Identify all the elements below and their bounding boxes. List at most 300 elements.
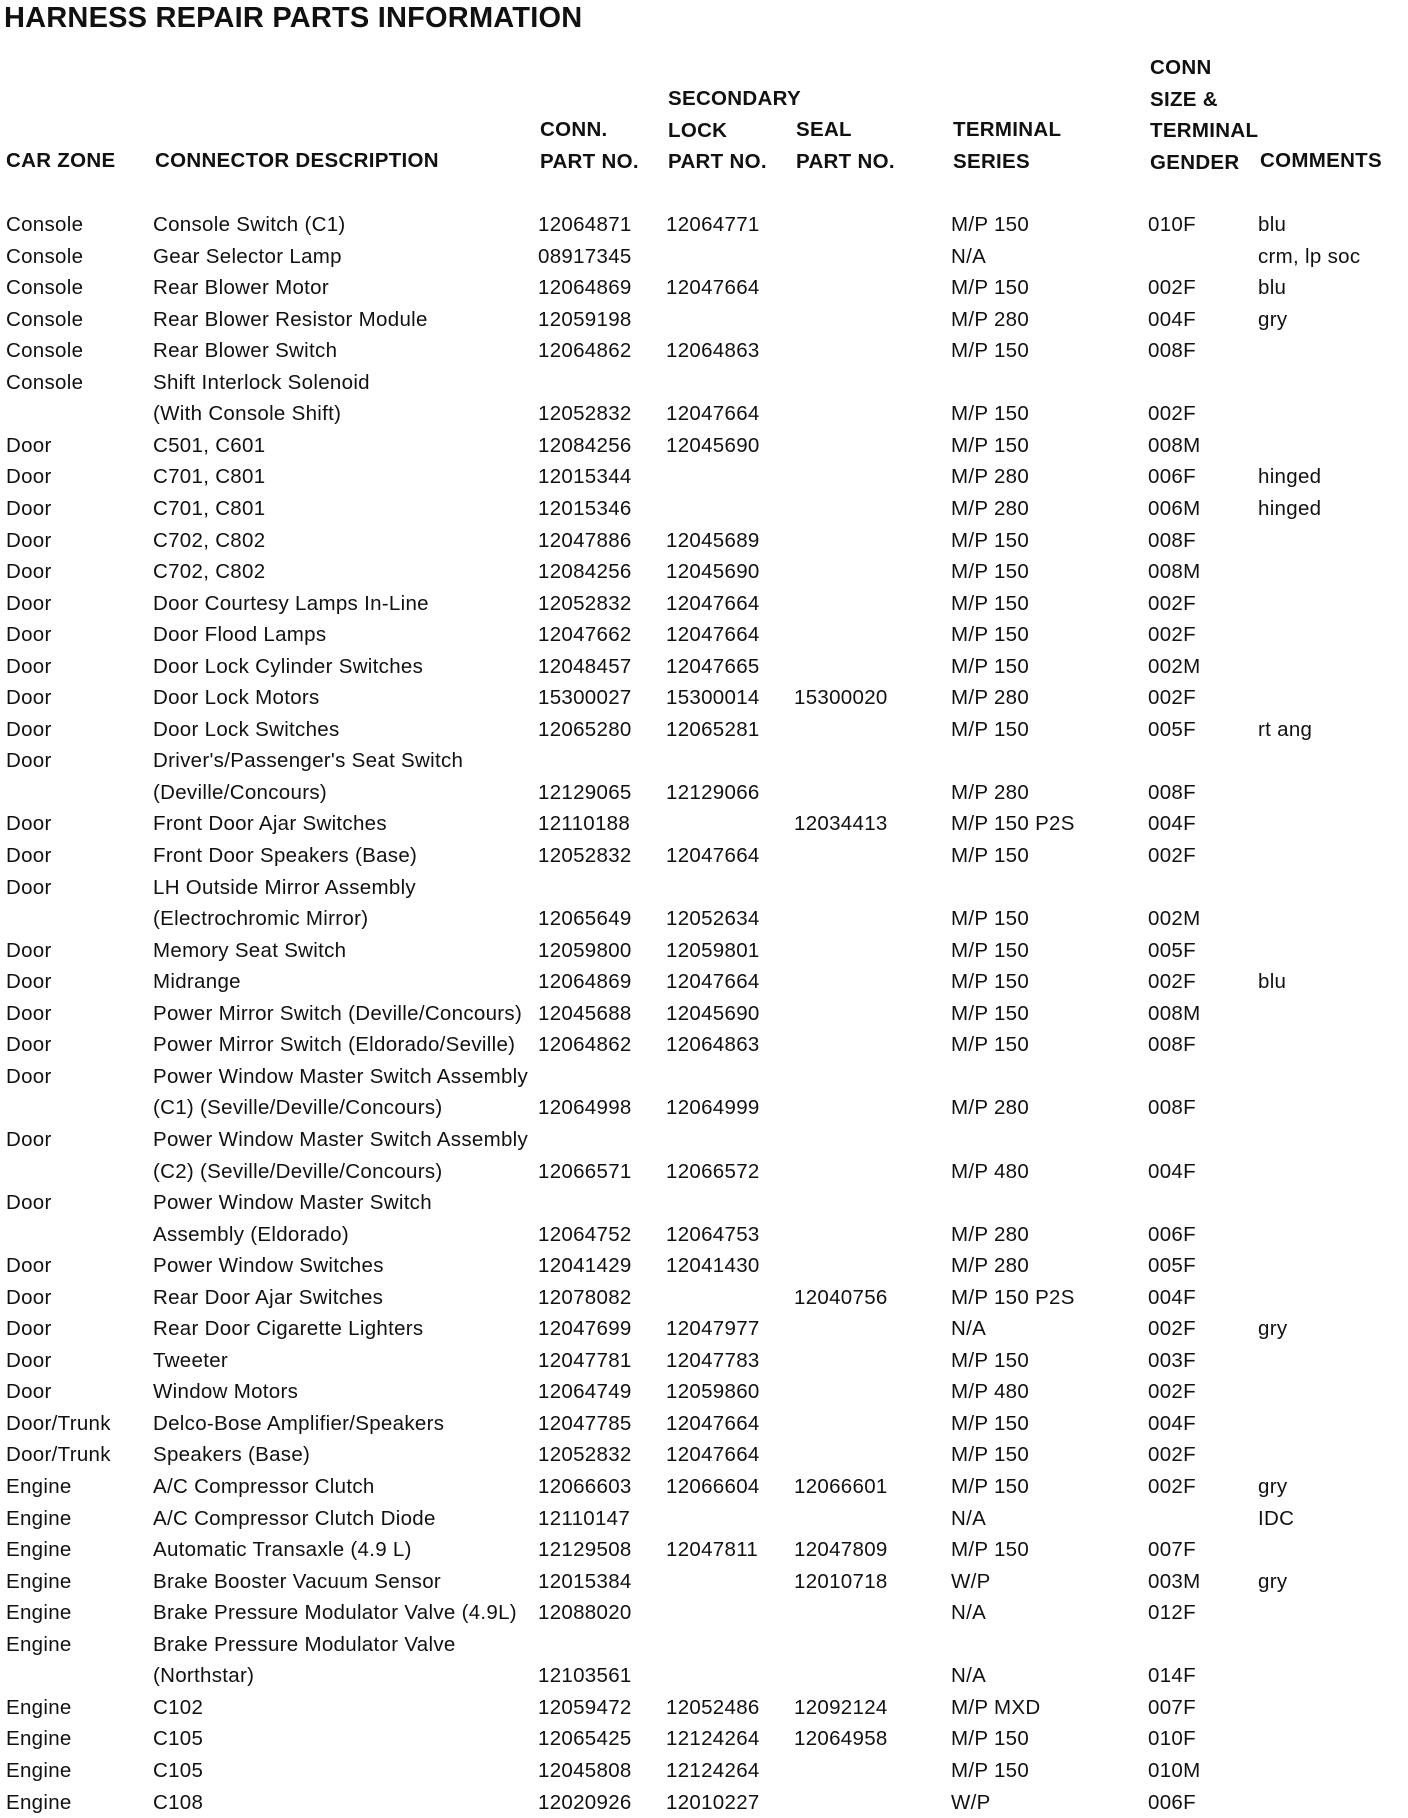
connector-description-cell: Driver's/Passenger's Seat Switch	[153, 749, 464, 773]
comments-cell: blu	[1258, 276, 1287, 300]
conn-size-gender-cell: 002F	[1148, 686, 1196, 710]
car-zone-cell: Door	[6, 844, 52, 867]
connector-description-cell: Door Lock Motors	[153, 686, 320, 710]
secondary-lock-part-no-cell: 12064753	[666, 1222, 760, 1246]
secondary-lock-part-no-cell: 12045689	[666, 528, 760, 552]
conn-size-gender-cell: 010M	[1148, 1758, 1201, 1782]
connector-description-cell: Automatic Transaxle (4.9 L)	[153, 1538, 412, 1562]
secondary-lock-part-no-cell: 12047664	[666, 1443, 760, 1467]
terminal-series-cell: M/P MXD	[951, 1695, 1041, 1719]
table-row	[0, 1092, 1408, 1123]
conn-size-gender-cell: 003M	[1148, 1569, 1201, 1593]
conn-part-no-cell: 12065649	[538, 907, 632, 931]
terminal-series-cell: M/P 150	[951, 1411, 1030, 1435]
terminal-series-cell: M/P 150	[951, 1348, 1030, 1372]
secondary-lock-part-no-cell: 12047811	[666, 1538, 759, 1562]
car-zone-cell: Console	[6, 213, 84, 236]
secondary-lock-part-no-cell: 12065281	[666, 717, 760, 741]
connector-description-cell: Power Window Switches	[153, 1254, 384, 1278]
secondary-lock-part-no-cell: 12047664	[666, 1411, 760, 1435]
car-zone-cell: Door	[6, 812, 52, 836]
terminal-series-cell: N/A	[951, 1664, 987, 1688]
conn-part-no-cell: 12015344	[538, 465, 632, 489]
conn-size-gender-cell: 002M	[1148, 654, 1201, 678]
secondary-lock-part-no-cell: 12047783	[666, 1348, 760, 1372]
car-zone-cell: Door	[6, 1380, 52, 1404]
car-zone-cell: Door	[6, 686, 52, 710]
table-row	[0, 1787, 1408, 1818]
table-row	[0, 1061, 1408, 1092]
conn-part-no-cell: 12110147	[538, 1506, 631, 1530]
secondary-lock-part-no-cell: 12041430	[666, 1254, 760, 1278]
conn-size-gender-cell: 006F	[1148, 465, 1196, 489]
table-row	[0, 1313, 1408, 1344]
conn-size-gender-cell: 002F	[1148, 276, 1196, 300]
conn-part-no-cell: 12052832	[538, 844, 632, 867]
conn-part-no-cell: 15300027	[538, 686, 632, 710]
conn-part-no-cell: 12129508	[538, 1538, 632, 1562]
connector-description-cell: Midrange	[153, 970, 241, 994]
table-row	[0, 588, 1408, 619]
conn-part-no-cell: 12084256	[538, 433, 632, 457]
conn-size-gender-cell: 004F	[1148, 307, 1196, 331]
terminal-series-cell: M/P 150	[951, 1538, 1030, 1562]
terminal-series-cell: M/P 150	[951, 1443, 1030, 1467]
secondary-lock-part-no-cell: 12052634	[666, 907, 760, 931]
conn-size-gender-cell: 006F	[1148, 1790, 1196, 1814]
table-row	[0, 998, 1408, 1029]
conn-part-no-cell: 12047886	[538, 528, 632, 552]
terminal-series-cell: M/P 480	[951, 1380, 1030, 1404]
secondary-lock-part-no-cell: 12052486	[666, 1695, 760, 1719]
terminal-series-cell: M/P 150	[951, 1033, 1030, 1057]
conn-size-gender-cell: 005F	[1148, 1254, 1196, 1278]
conn-part-no-cell: 12064869	[538, 970, 632, 994]
seal-part-no-cell: 12092124	[794, 1695, 888, 1719]
car-zone-cell: Engine	[6, 1506, 72, 1530]
connector-description-cell: (Electrochromic Mirror)	[153, 907, 369, 931]
secondary-lock-part-no-cell: 12047664	[666, 844, 760, 867]
conn-size-gender-cell: 002M	[1148, 907, 1201, 931]
secondary-lock-part-no-cell: 12047665	[666, 654, 760, 678]
connector-description-cell: C108	[153, 1790, 204, 1814]
terminal-series-cell: M/P 280	[951, 307, 1030, 331]
conn-size-gender-cell: 004F	[1148, 1411, 1196, 1435]
car-zone-cell: Engine	[6, 1695, 72, 1719]
car-zone-cell: Door	[6, 1001, 52, 1025]
car-zone-cell: Door	[6, 1254, 52, 1278]
conn-size-gender-cell: 004F	[1148, 1285, 1196, 1309]
seal-part-no-cell: 12040756	[794, 1285, 888, 1309]
terminal-series-cell: M/P 150	[951, 1475, 1030, 1498]
connector-description-cell: Delco-Bose Amplifier/Speakers	[153, 1411, 445, 1435]
table-row	[0, 714, 1408, 745]
table-row	[0, 1376, 1408, 1407]
table-row	[0, 398, 1408, 429]
page-title: HARNESS REPAIR PARTS INFORMATION	[4, 2, 583, 34]
connector-description-cell: A/C Compressor Clutch Diode	[153, 1506, 436, 1530]
terminal-series-cell: N/A	[951, 1601, 987, 1625]
comments-cell: gry	[1258, 1569, 1288, 1593]
conn-part-no-cell: 12041429	[538, 1254, 632, 1278]
terminal-series-cell: M/P 150	[951, 528, 1030, 552]
table-row	[0, 1660, 1408, 1691]
car-zone-cell: Door	[6, 749, 52, 773]
table-row	[0, 1439, 1408, 1470]
car-zone-cell: Engine	[6, 1727, 72, 1751]
connector-description-cell: Memory Seat Switch	[153, 938, 347, 962]
car-zone-cell: Door	[6, 1033, 52, 1057]
secondary-lock-part-no-cell: 12064863	[666, 1033, 760, 1057]
column-header-conn-size-terminal-gender: CONN SIZE & TERMINAL GENDER	[1150, 56, 1259, 174]
column-header-comments: COMMENTS	[1260, 149, 1382, 172]
table-row	[0, 619, 1408, 650]
column-header-connector-description: CONNECTOR DESCRIPTION	[155, 149, 439, 172]
secondary-lock-part-no-cell: 12047664	[666, 402, 760, 426]
conn-size-gender-cell: 004F	[1148, 812, 1196, 836]
table-row	[0, 1250, 1408, 1281]
car-zone-cell: Console	[6, 339, 84, 363]
connector-description-cell: A/C Compressor Clutch	[153, 1475, 375, 1498]
table-row	[0, 1219, 1408, 1250]
connector-description-cell: Front Door Ajar Switches	[153, 812, 387, 836]
connector-description-cell: Power Window Master Switch Assembly	[153, 1127, 529, 1151]
terminal-series-cell: W/P	[951, 1790, 991, 1814]
terminal-series-cell: M/P 150	[951, 591, 1030, 615]
terminal-series-cell: M/P 150	[951, 907, 1030, 931]
car-zone-cell: Door	[6, 623, 52, 647]
secondary-lock-part-no-cell: 12059801	[666, 938, 760, 962]
secondary-lock-part-no-cell: 12010227	[666, 1790, 760, 1814]
terminal-series-cell: M/P 150	[951, 276, 1030, 300]
table-row	[0, 272, 1408, 303]
secondary-lock-part-no-cell: 12064863	[666, 339, 760, 363]
table-row	[0, 1029, 1408, 1060]
car-zone-cell: Engine	[6, 1601, 72, 1625]
connector-description-cell: Rear Blower Resistor Module	[153, 307, 428, 331]
table-row	[0, 1755, 1408, 1786]
conn-size-gender-cell: 008F	[1148, 528, 1196, 552]
connector-description-cell: LH Outside Mirror Assembly	[153, 875, 416, 899]
connector-description-cell: Tweeter	[153, 1348, 229, 1372]
conn-part-no-cell: 12129065	[538, 780, 632, 804]
terminal-series-cell: M/P 150	[951, 402, 1030, 426]
conn-part-no-cell: 12052832	[538, 1443, 632, 1467]
car-zone-cell: Console	[6, 307, 84, 331]
connector-description-cell: C501, C601	[153, 433, 266, 457]
conn-part-no-cell: 12059198	[538, 307, 632, 331]
table-row	[0, 1282, 1408, 1313]
connector-description-cell: Brake Pressure Modulator Valve	[153, 1632, 456, 1656]
terminal-series-cell: M/P 150	[951, 1001, 1030, 1025]
secondary-lock-part-no-cell: 12124264	[666, 1727, 760, 1751]
secondary-lock-part-no-cell: 12066572	[666, 1159, 760, 1183]
connector-description-cell: C701, C801	[153, 496, 266, 520]
seal-part-no-cell: 15300020	[794, 686, 888, 710]
conn-part-no-cell: 12066603	[538, 1475, 632, 1498]
terminal-series-cell: M/P 150	[951, 938, 1030, 962]
car-zone-cell: Door	[6, 1285, 52, 1309]
connector-description-cell: C702, C802	[153, 528, 266, 552]
conn-part-no-cell: 12078082	[538, 1285, 632, 1309]
conn-size-gender-cell: 002F	[1148, 1443, 1196, 1467]
table-row	[0, 1471, 1408, 1502]
secondary-lock-part-no-cell: 12045690	[666, 560, 760, 584]
terminal-series-cell: M/P 150 P2S	[951, 1285, 1075, 1309]
conn-size-gender-cell: 003F	[1148, 1348, 1196, 1372]
terminal-series-cell: M/P 150	[951, 654, 1030, 678]
table-row	[0, 651, 1408, 682]
car-zone-cell: Console	[6, 276, 84, 300]
connector-description-cell: (Northstar)	[153, 1664, 255, 1688]
conn-size-gender-cell: 010F	[1148, 1727, 1196, 1751]
secondary-lock-part-no-cell: 12047664	[666, 276, 760, 300]
terminal-series-cell: M/P 150	[951, 623, 1030, 647]
table-row	[0, 461, 1408, 492]
connector-description-cell: Door Courtesy Lamps In-Line	[153, 591, 429, 615]
conn-size-gender-cell: 005F	[1148, 717, 1196, 741]
connector-description-cell: Front Door Speakers (Base)	[153, 844, 418, 867]
conn-size-gender-cell: 005F	[1148, 938, 1196, 962]
connector-description-cell: Assembly (Eldorado)	[153, 1222, 349, 1246]
car-zone-cell: Door	[6, 591, 52, 615]
car-zone-cell: Engine	[6, 1790, 72, 1814]
conn-size-gender-cell: 002F	[1148, 1380, 1196, 1404]
terminal-series-cell: M/P 150	[951, 433, 1030, 457]
conn-size-gender-cell: 008M	[1148, 560, 1201, 584]
conn-part-no-cell: 12064752	[538, 1222, 632, 1246]
secondary-lock-part-no-cell: 12047977	[666, 1317, 760, 1341]
table-row	[0, 1345, 1408, 1376]
connector-description-cell: (C2) (Seville/Deville/Concours)	[153, 1159, 443, 1183]
car-zone-cell: Console	[6, 244, 84, 268]
conn-size-gender-cell: 008F	[1148, 780, 1196, 804]
connector-description-cell: C701, C801	[153, 465, 266, 489]
connector-description-cell: C105	[153, 1758, 204, 1782]
table-row	[0, 1124, 1408, 1155]
table-row	[0, 1156, 1408, 1187]
car-zone-cell: Door	[6, 528, 52, 552]
connector-description-cell: Power Window Master Switch	[153, 1191, 432, 1215]
terminal-series-cell: M/P 280	[951, 780, 1030, 804]
terminal-series-cell: M/P 280	[951, 1254, 1030, 1278]
conn-part-no-cell: 12059472	[538, 1695, 632, 1719]
table-row	[0, 872, 1408, 903]
table-row	[0, 808, 1408, 839]
car-zone-cell: Engine	[6, 1632, 72, 1656]
comments-cell: IDC	[1258, 1506, 1295, 1530]
seal-part-no-cell: 12047809	[794, 1538, 888, 1562]
terminal-series-cell: M/P 150	[951, 339, 1030, 363]
conn-part-no-cell: 12064862	[538, 339, 632, 363]
table-row	[0, 840, 1408, 871]
conn-part-no-cell: 12020926	[538, 1790, 632, 1814]
car-zone-cell: Door/Trunk	[6, 1411, 111, 1435]
terminal-series-cell: N/A	[951, 1317, 987, 1341]
secondary-lock-part-no-cell: 12047664	[666, 591, 760, 615]
conn-part-no-cell: 12047699	[538, 1317, 632, 1341]
table-row	[0, 1692, 1408, 1723]
conn-part-no-cell: 12015346	[538, 496, 632, 520]
conn-part-no-cell: 12064871	[538, 213, 632, 236]
secondary-lock-part-no-cell: 12059860	[666, 1380, 760, 1404]
comments-cell: rt ang	[1258, 717, 1313, 741]
comments-cell: gry	[1258, 1475, 1288, 1498]
table-row	[0, 241, 1408, 272]
secondary-lock-part-no-cell: 12066604	[666, 1475, 760, 1498]
table-row	[0, 1566, 1408, 1597]
secondary-lock-part-no-cell: 12129066	[666, 780, 760, 804]
conn-size-gender-cell: 008F	[1148, 1096, 1196, 1120]
secondary-lock-part-no-cell: 12047664	[666, 623, 760, 647]
terminal-series-cell: M/P 280	[951, 465, 1030, 489]
connector-description-cell: Window Motors	[153, 1380, 299, 1404]
table-row	[0, 304, 1408, 335]
car-zone-cell: Door	[6, 654, 52, 678]
conn-part-no-cell: 12047781	[538, 1348, 632, 1372]
car-zone-cell: Engine	[6, 1475, 72, 1498]
table-row	[0, 1408, 1408, 1439]
conn-part-no-cell: 12015384	[538, 1569, 632, 1593]
car-zone-cell: Door	[6, 1064, 52, 1088]
terminal-series-cell: N/A	[951, 244, 987, 268]
comments-cell: blu	[1258, 970, 1287, 994]
connector-description-cell: Console Switch (C1)	[153, 213, 346, 236]
conn-part-no-cell: 12065425	[538, 1727, 632, 1751]
terminal-series-cell: M/P 280	[951, 1222, 1030, 1246]
conn-part-no-cell: 08917345	[538, 244, 632, 268]
connector-description-cell: Gear Selector Lamp	[153, 244, 342, 268]
comments-cell: gry	[1258, 307, 1288, 331]
connector-description-cell: C702, C802	[153, 560, 266, 584]
car-zone-cell: Door	[6, 875, 52, 899]
comments-cell: hinged	[1258, 465, 1322, 489]
table-row	[0, 966, 1408, 997]
conn-part-no-cell: 12110188	[538, 812, 631, 836]
car-zone-cell: Engine	[6, 1758, 72, 1782]
conn-size-gender-cell: 002F	[1148, 1317, 1196, 1341]
table-row	[0, 556, 1408, 587]
conn-part-no-cell: 12048457	[538, 654, 632, 678]
table-row	[0, 1503, 1408, 1534]
table-row	[0, 1629, 1408, 1660]
conn-size-gender-cell: 008F	[1148, 339, 1196, 363]
comments-cell: gry	[1258, 1317, 1288, 1341]
table-row	[0, 682, 1408, 713]
car-zone-cell: Door	[6, 496, 52, 520]
conn-size-gender-cell: 012F	[1148, 1601, 1196, 1625]
table-row	[0, 1723, 1408, 1754]
conn-part-no-cell: 12084256	[538, 560, 632, 584]
table-row	[0, 777, 1408, 808]
terminal-series-cell: M/P 150	[951, 560, 1030, 584]
connector-description-cell: (C1) (Seville/Deville/Concours)	[153, 1096, 443, 1120]
seal-part-no-cell: 12064958	[794, 1727, 888, 1751]
table-row	[0, 1597, 1408, 1628]
table-row	[0, 209, 1408, 240]
connector-description-cell: Power Mirror Switch (Eldorado/Seville)	[153, 1033, 516, 1057]
car-zone-cell: Door	[6, 560, 52, 584]
comments-cell: crm, lp soc	[1258, 244, 1361, 268]
terminal-series-cell: M/P 150	[951, 1727, 1030, 1751]
table-row	[0, 367, 1408, 398]
car-zone-cell: Door	[6, 433, 52, 457]
connector-description-cell: Brake Pressure Modulator Valve (4.9L)	[153, 1601, 517, 1625]
conn-size-gender-cell: 002F	[1148, 970, 1196, 994]
conn-size-gender-cell: 007F	[1148, 1538, 1196, 1562]
connector-description-cell: Rear Door Ajar Switches	[153, 1285, 384, 1309]
terminal-series-cell: M/P 150	[951, 970, 1030, 994]
conn-part-no-cell: 12045688	[538, 1001, 632, 1025]
table-row	[0, 525, 1408, 556]
secondary-lock-part-no-cell: 12124264	[666, 1758, 760, 1782]
table-row	[0, 493, 1408, 524]
connector-description-cell: C105	[153, 1727, 204, 1751]
terminal-series-cell: M/P 280	[951, 496, 1030, 520]
conn-size-gender-cell: 002F	[1148, 1475, 1196, 1498]
seal-part-no-cell: 12066601	[794, 1475, 888, 1498]
car-zone-cell: Door	[6, 717, 52, 741]
car-zone-cell: Engine	[6, 1569, 72, 1593]
conn-part-no-cell: 12088020	[538, 1601, 632, 1625]
conn-part-no-cell: 12065280	[538, 717, 632, 741]
connector-description-cell: (With Console Shift)	[153, 402, 342, 426]
conn-part-no-cell: 12059800	[538, 938, 632, 962]
conn-size-gender-cell: 008F	[1148, 1033, 1196, 1057]
connector-description-cell: Rear Blower Switch	[153, 339, 338, 363]
connector-description-cell: Power Window Master Switch Assembly	[153, 1064, 529, 1088]
comments-cell: blu	[1258, 213, 1287, 236]
terminal-series-cell: M/P 150	[951, 717, 1030, 741]
seal-part-no-cell: 12010718	[794, 1569, 888, 1593]
table-row	[0, 935, 1408, 966]
conn-size-gender-cell: 008M	[1148, 1001, 1201, 1025]
connector-description-cell: Door Lock Switches	[153, 717, 340, 741]
car-zone-cell: Door	[6, 1317, 52, 1341]
conn-size-gender-cell: 010F	[1148, 213, 1196, 236]
column-header-conn-part-no: CONN. PART NO.	[540, 118, 639, 173]
terminal-series-cell: M/P 150	[951, 1758, 1030, 1782]
secondary-lock-part-no-cell: 12045690	[666, 1001, 760, 1025]
conn-size-gender-cell: 004F	[1148, 1159, 1196, 1183]
conn-size-gender-cell: 002F	[1148, 844, 1196, 867]
seal-part-no-cell: 12034413	[794, 812, 888, 836]
car-zone-cell: Console	[6, 370, 84, 394]
table-row	[0, 335, 1408, 366]
column-header-secondary-lock-part-no: SECONDARY LOCK PART NO.	[668, 87, 801, 173]
car-zone-cell: Door	[6, 465, 52, 489]
terminal-series-cell: M/P 150	[951, 844, 1030, 867]
secondary-lock-part-no-cell: 12047664	[666, 970, 760, 994]
connector-description-cell: Shift Interlock Solenoid	[153, 370, 370, 394]
connector-description-cell: (Deville/Concours)	[153, 780, 328, 804]
secondary-lock-part-no-cell: 12045690	[666, 433, 760, 457]
column-header-seal-part-no: SEAL PART NO.	[796, 118, 895, 173]
column-header-terminal-series: TERMINAL SERIES	[953, 118, 1062, 173]
car-zone-cell: Door	[6, 1191, 52, 1215]
column-header-car-zone: CAR ZONE	[6, 149, 116, 172]
conn-part-no-cell: 12103561	[538, 1664, 632, 1688]
conn-size-gender-cell: 002F	[1148, 591, 1196, 615]
conn-part-no-cell: 12066571	[538, 1159, 632, 1183]
conn-size-gender-cell: 006F	[1148, 1222, 1196, 1246]
terminal-series-cell: M/P 150	[951, 213, 1030, 236]
conn-size-gender-cell: 002F	[1148, 623, 1196, 647]
secondary-lock-part-no-cell: 15300014	[666, 686, 760, 710]
secondary-lock-part-no-cell: 12064771	[666, 213, 760, 236]
conn-size-gender-cell: 007F	[1148, 1695, 1196, 1719]
car-zone-cell: Engine	[6, 1538, 72, 1562]
